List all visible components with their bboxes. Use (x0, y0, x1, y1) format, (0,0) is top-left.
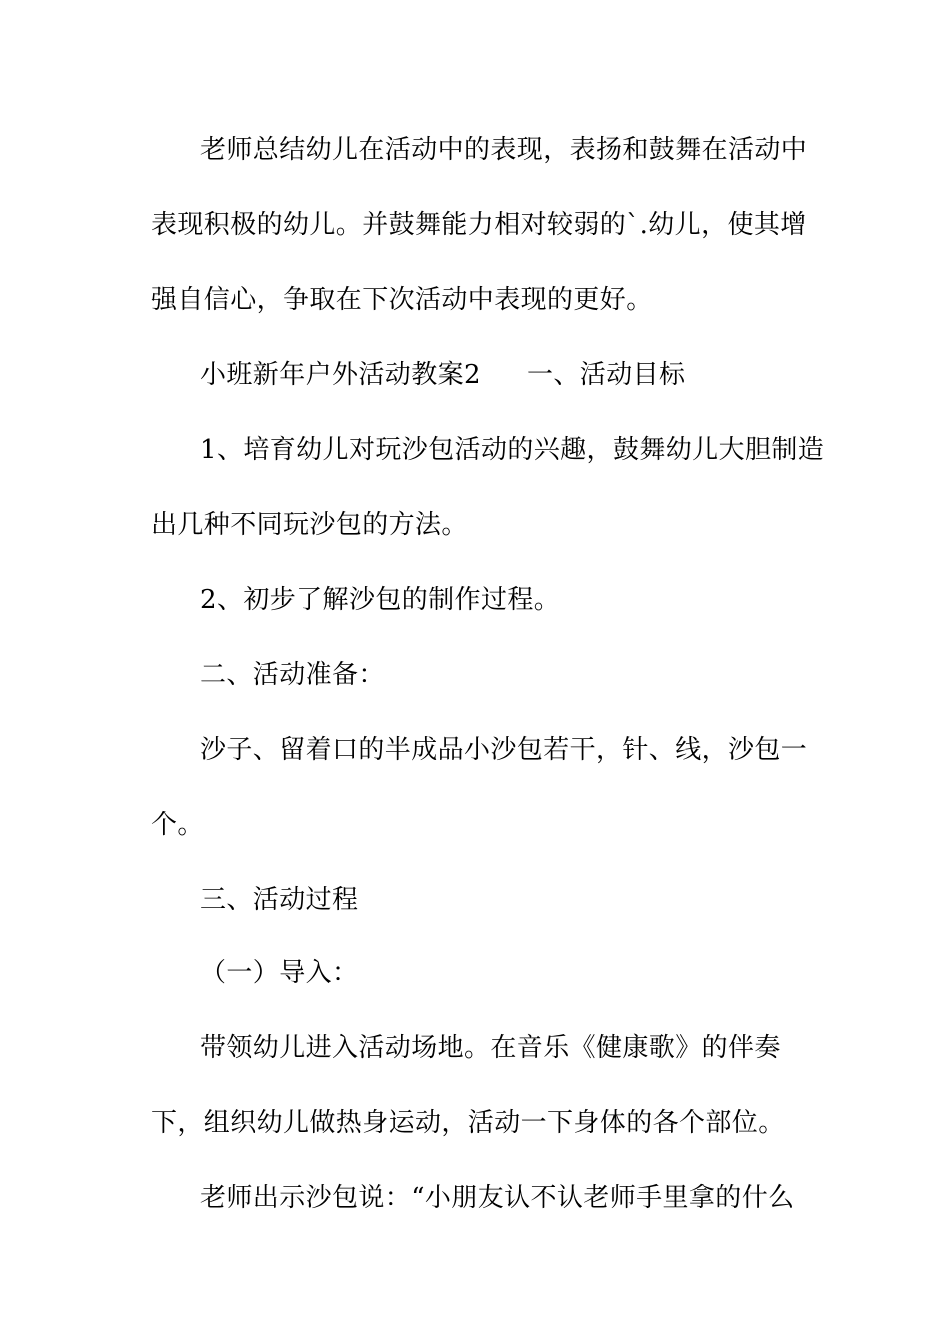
paragraph-line: 表现积极的幼儿。并鼓舞能力相对较弱的`.幼儿，使其增 (151, 210, 807, 240)
paragraph-line: 下，组织幼儿做热身运动，活动一下身体的各个部位。 (151, 1108, 785, 1138)
paragraph-line: 2、初步了解沙包的制作过程。 (200, 585, 561, 615)
section-heading: 一、活动目标 (527, 360, 686, 390)
paragraph-line: 老师总结幼儿在活动中的表现，表扬和鼓舞在活动中 (200, 135, 808, 165)
paragraph-line: 沙子、留着口的半成品小沙包若干，针、线，沙包一 (200, 735, 808, 765)
subsection-heading: （一）导入： (200, 958, 359, 988)
section-heading: 三、活动过程 (200, 885, 359, 915)
paragraph-line: 个。 (151, 810, 204, 840)
paragraph-line: 出几种不同玩沙包的方法。 (151, 510, 468, 540)
paragraph-line: 带领幼儿进入活动场地。在音乐《健康歌》的伴奏 (200, 1033, 781, 1063)
section-title: 小班新年户外活动教案2 (200, 360, 481, 390)
paragraph-line: 1、培育幼儿对玩沙包活动的兴趣，鼓舞幼儿大胆制造 (200, 435, 825, 465)
section-heading: 二、活动准备： (200, 660, 385, 690)
paragraph-line: 老师出示沙包说：“小朋友认不认老师手里拿的什么 (200, 1183, 795, 1213)
paragraph-line: 强自信心，争取在下次活动中表现的更好。 (151, 285, 653, 315)
